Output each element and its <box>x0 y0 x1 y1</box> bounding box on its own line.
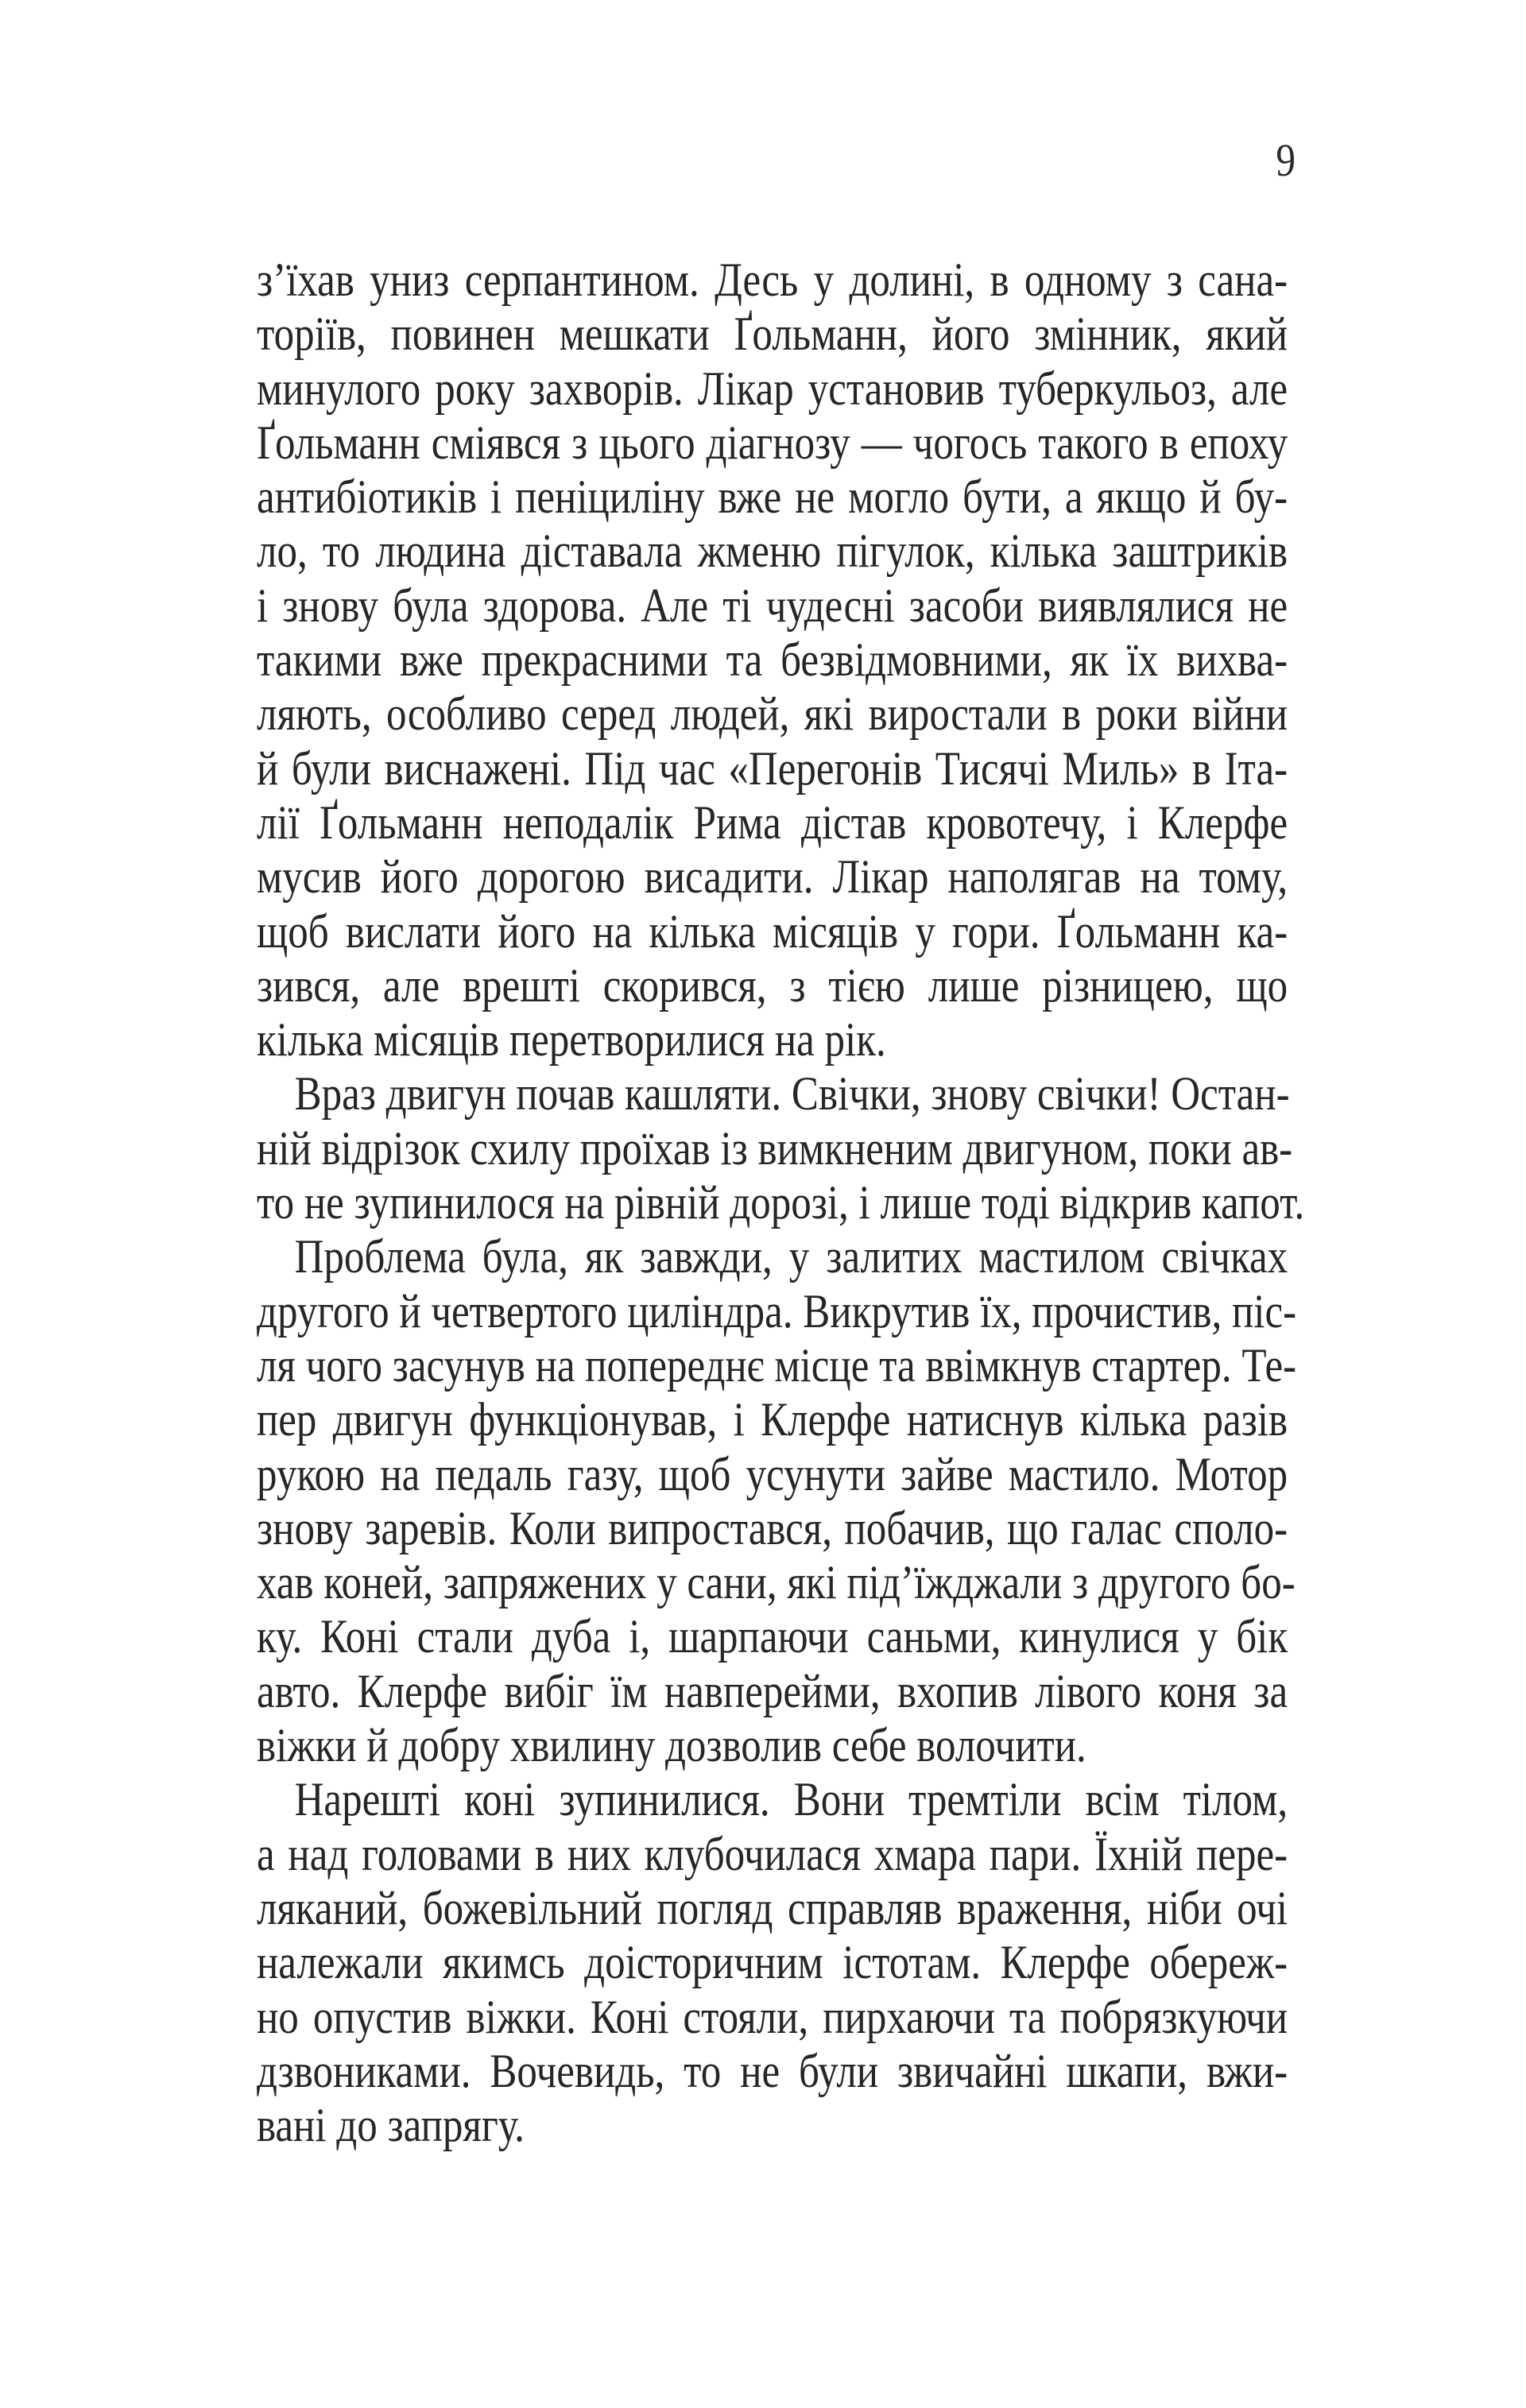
text-line: й були виснажені. Під час «Перегонів Тисячі Миль» в Іта- <box>257 741 1288 795</box>
page-number: 9 <box>1276 134 1296 186</box>
text-line: і знову була здорова. Але ті чудесні засоби виявлялися не <box>257 579 1288 632</box>
text-line: ля чого засунув на попереднє місце та ввімкнув стартер. Те- <box>257 1338 1297 1392</box>
paragraph <box>257 1229 1297 1772</box>
text-line: з’їхав униз серпантином. Десь у долині, в одному з сана- <box>257 254 1288 306</box>
text-line: антибіотиків і пеніциліну вже не могло бути, а якщо й бу- <box>257 470 1288 524</box>
body-text <box>257 253 1305 2152</box>
text-line: вані до запрягу. <box>257 2099 525 2152</box>
text-line: Ґольманн сміявся з цього діагнозу — чогось такого в епоху <box>257 416 1288 469</box>
text-line: дзвониками. Вочевидь, то не були звичайні шкапи, вжи- <box>257 2044 1288 2097</box>
text-line: хав коней, запряжених у сани, які під’їжджали з другого бо- <box>257 1556 1296 1609</box>
text-line: ку. Коні стали дуба і, шарпаючи саньми, кинулися у бік <box>257 1610 1288 1663</box>
paragraph <box>257 253 1288 1067</box>
text-line: щоб вислати його на кілька місяців у гори. Ґольманн ка- <box>257 904 1288 958</box>
text-line: то не зупинилося на рівній дорозі, і лише тоді відкрив капот. <box>257 1176 1305 1229</box>
text-line: лії Ґольманн неподалік Рима дістав кровотечу, і Клерфе <box>257 796 1288 849</box>
paragraph <box>257 1067 1305 1229</box>
text-line: зився, але врешті скорився, з тією лише різницею, що <box>257 958 1288 1012</box>
text-line: авто. Клерфе вибіг їм навперейми, вхопив лівого коня за <box>257 1664 1288 1717</box>
text-line: но опустив віжки. Коні стояли, пирхаючи та побрязкуючи <box>257 1990 1288 2043</box>
paragraph <box>257 1772 1288 2152</box>
text-line: ляють, особливо серед людей, які виростали в роки війни <box>257 687 1288 741</box>
text-line: пер двигун функціонував, і Клерфе натиснув кілька разів <box>257 1393 1288 1446</box>
text-line: Проблема була, як завжди, у залитих мастилом свічках <box>294 1230 1288 1283</box>
text-line: кілька місяців перетворилися на рік. <box>257 1013 886 1067</box>
text-line: ній відрізок схилу проїхав із вимкненим двигуном, поки ав- <box>257 1121 1293 1175</box>
text-line: ляканий, божевільний погляд справляв враження, ніби очі <box>257 1881 1288 1934</box>
text-line: Враз двигун почав кашляти. Свічки, знову свічки! Остан- <box>294 1067 1290 1121</box>
text-line: мусив його дорогою висадити. Лікар наполягав на тому, <box>257 850 1288 904</box>
text-line: минулого року захворів. Лікар установив туберкульоз, але <box>257 362 1288 415</box>
text-line: такими вже прекрасними та безвідмовними, як їх вихва- <box>257 633 1288 687</box>
text-line: ло, то людина діставала жменю пігулок, кілька заштриків <box>257 525 1288 578</box>
text-line: віжки й добру хвилину дозволив себе волочити. <box>257 1719 1086 1772</box>
text-line: знову заревів. Коли випростався, побачив, що галас сполο- <box>257 1501 1288 1554</box>
text-line: рукою на педаль газу, щоб усунути зайве мастило. Мотор <box>257 1447 1288 1500</box>
text-line: належали якимсь доісторичним істотам. Клерфе обереж- <box>257 1936 1288 1989</box>
text-line: торіїв, повинен мешкати Ґольманн, його змінник, який <box>257 308 1288 361</box>
text-line: Нарешті коні зупинилися. Вони тремтіли всім тілом, <box>294 1773 1288 1826</box>
text-line: другого й четвертого циліндра. Викрутив їх, прочистив, піс- <box>257 1284 1297 1338</box>
text-line: а над головами в них клубочилася хмара пари. Їхній пере- <box>257 1827 1288 1880</box>
